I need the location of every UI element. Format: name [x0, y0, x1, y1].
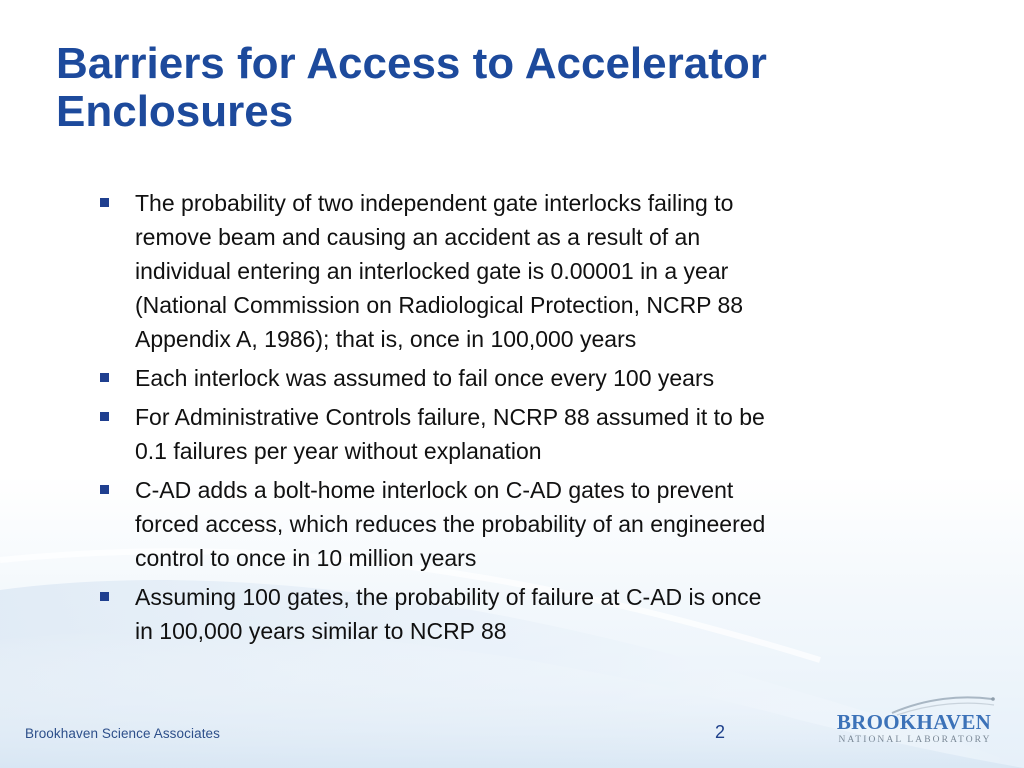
logo-subtitle: NATIONAL LABORATORY: [838, 735, 992, 745]
bullet-text-line: Appendix A, 1986); that is, once in 100,000 years: [135, 326, 637, 352]
slide-title-line: Enclosures: [56, 87, 294, 136]
bullet-text-line: For Administrative Controls failure, NCRP 88 assumed it to be: [135, 404, 765, 430]
slide-title: [56, 40, 956, 136]
bullet-text-line: C-AD adds a bolt-home interlock on C-AD gates to prevent: [135, 477, 734, 503]
bullet-text-line: 0.1 failures per year without explanation: [135, 438, 542, 464]
square-bullet-icon: [100, 412, 109, 421]
bullet-text-line: in 100,000 years similar to NCRP 88: [135, 618, 507, 644]
bullet-list: [96, 186, 926, 653]
bullet-text-line: The probability of two independent gate interlocks failing to: [135, 190, 734, 216]
bullet-text-line: Each interlock was assumed to fail once every 100 years: [135, 365, 715, 391]
square-bullet-icon: [100, 198, 109, 207]
square-bullet-icon: [100, 592, 109, 601]
bullet-text-line: remove beam and causing an accident as a result of an: [135, 224, 701, 250]
square-bullet-icon: [100, 485, 109, 494]
bullet-item: [96, 186, 926, 356]
bullet-item: [96, 580, 926, 648]
square-bullet-icon: [100, 373, 109, 382]
bullet-text-line: (National Commission on Radiological Protection, NCRP 88: [135, 292, 744, 318]
bullet-text-line: forced access, which reduces the probability of an engineered: [135, 511, 766, 537]
footer-organization: Brookhaven Science Associates: [25, 726, 221, 741]
bullet-text-line: control to once in 10 million years: [135, 545, 477, 571]
brookhaven-logo: [822, 693, 1007, 748]
logo-name: BROOKHAVEN: [836, 710, 992, 734]
bullet-item: [96, 361, 926, 395]
bullet-text-line: individual entering an interlocked gate is 0.00001 in a year: [135, 258, 729, 284]
bullet-item: [96, 400, 926, 468]
slide-title-line: Barriers for Access to Accelerator: [56, 39, 767, 88]
page-number: 2: [715, 722, 726, 742]
bullet-text-line: Assuming 100 gates, the probability of failure at C-AD is once: [135, 584, 762, 610]
bullet-item: [96, 473, 926, 575]
